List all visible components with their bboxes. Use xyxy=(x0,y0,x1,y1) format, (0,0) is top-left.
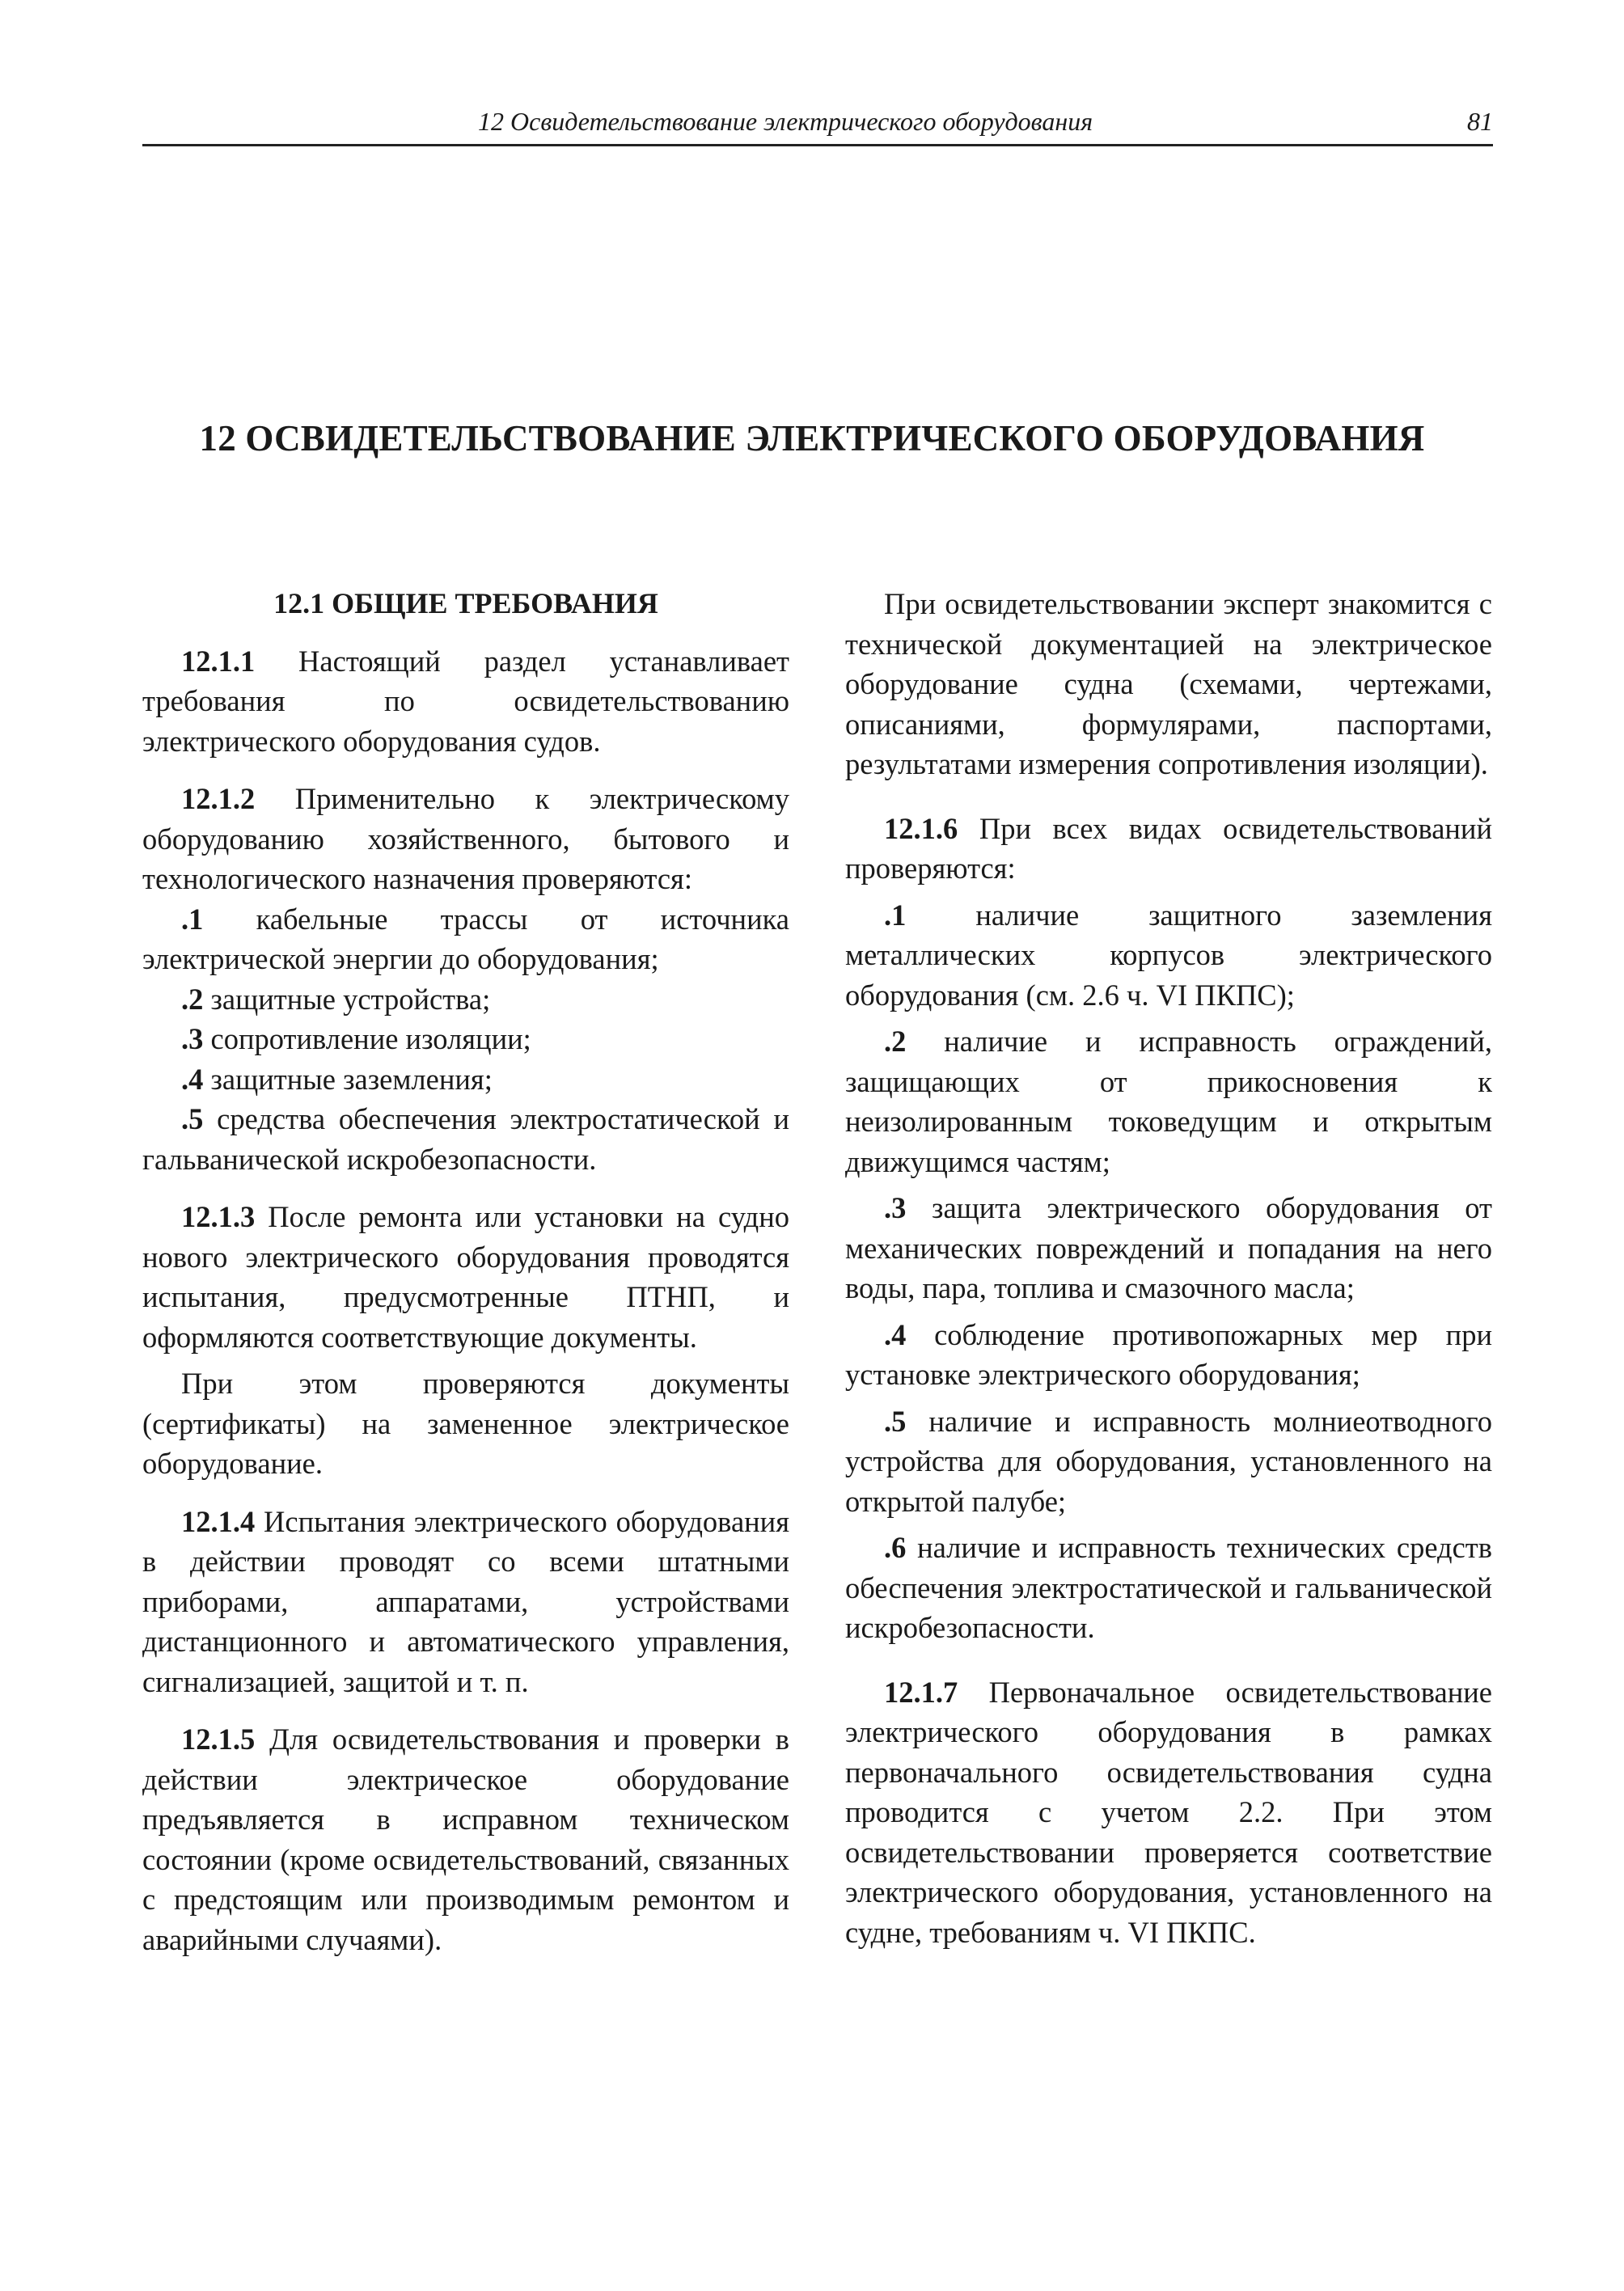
list-item xyxy=(142,1059,789,1100)
item-text: наличие и исправность технических средств обеспечения электростатической и гальванической искробезопасности. xyxy=(845,1531,1492,1644)
clause-number: 12.1.6 xyxy=(884,811,958,845)
list-item xyxy=(845,1188,1492,1308)
chapter-title: 12 ОСВИДЕТЕЛЬСТВОВАНИЕ ЭЛЕКТРИЧЕСКОГО ОБОРУДОВАНИЯ xyxy=(199,418,1425,459)
paragraph-text: Применительно к электрическому оборудованию хозяйственного, бытового и технологического назначения проверяются: xyxy=(142,782,789,895)
clause-number: 12.1.1 xyxy=(181,644,256,678)
paragraph-text: При всех видах освидетельствований проверяются: xyxy=(845,811,1492,885)
item-text: соблюдение противопожарных мер при установке электрического оборудования; xyxy=(845,1317,1492,1391)
item-number: .1 xyxy=(181,902,204,936)
list-item xyxy=(142,899,789,979)
clause-number: 12.1.7 xyxy=(884,1675,958,1709)
paragraph-12-1-7 xyxy=(845,1672,1492,1953)
item-number: .4 xyxy=(884,1317,907,1351)
item-text: наличие и исправность молниеотводного устройства для оборудования, установленного на открытой палубе; xyxy=(845,1404,1492,1518)
list-item xyxy=(845,1315,1492,1395)
item-text: защита электрического оборудования от механических повреждений и попадания на него воды, пара, топлива и смазочного масла; xyxy=(845,1191,1492,1304)
paragraph-12-1-5 xyxy=(142,1719,789,1959)
list-item xyxy=(845,1021,1492,1181)
paragraph-12-1-3 xyxy=(142,1197,789,1357)
item-number: .3 xyxy=(884,1191,907,1224)
paragraph-12-1-2 xyxy=(142,779,789,899)
list-item xyxy=(142,1019,789,1059)
paragraph-text: Первоначальное освидетельствование электрического оборудования в рамках первоначального освидетельствования судна проводится с учетом 2.2. При этом освидетельствовании проверяется соответствие электрического оборудования, установленного на судне, требованиям ч. VI ПКПС. xyxy=(845,1675,1492,1949)
paragraph-12-1-3-continued: При этом проверяются документы (сертификаты) на замененное электрическое оборудование. xyxy=(142,1367,789,1480)
left-column xyxy=(142,584,789,1959)
clause-number: 12.1.4 xyxy=(181,1504,256,1538)
list-item xyxy=(142,979,789,1020)
item-number: .4 xyxy=(181,1062,204,1096)
item-text: наличие и исправность ограждений, защищающих от прикосновения к неизолированным токоведущим и открытым движущимся частям; xyxy=(845,1025,1492,1178)
item-text: защитные заземления; xyxy=(203,1062,493,1096)
page-number: 81 xyxy=(1467,107,1493,136)
paragraph-text: Испытания электрического оборудования в действии проводят со всеми штатными приборами, аппаратами, устройствами дистанционного и автоматического управления, сигнализацией, защитой и т. п. xyxy=(142,1504,789,1698)
list-item xyxy=(845,895,1492,1016)
list-item xyxy=(845,1528,1492,1648)
section-title: 12.1 ОБЩИЕ ТРЕБОВАНИЯ xyxy=(273,587,658,619)
item-text: кабельные трассы от источника электрической энергии до оборудования; xyxy=(142,902,789,975)
item-text: защитные устройства; xyxy=(203,982,491,1016)
paragraph-text: Для освидетельствования и проверки в действии электрическое оборудование предъявляется в исправном техническом состоянии (кроме освидетельствований, связанных с предстоящим или производимым ремонтом и аварийными случаями). xyxy=(142,1722,789,1956)
clause-number: 12.1.2 xyxy=(181,782,256,815)
list-item xyxy=(142,1099,789,1179)
item-text: средства обеспечения электростатической и гальванической искробезопасности. xyxy=(142,1102,789,1176)
item-number: .1 xyxy=(884,898,907,932)
item-number: .5 xyxy=(181,1102,204,1135)
item-number: .2 xyxy=(181,982,204,1016)
paragraph-12-1-1 xyxy=(142,641,789,762)
running-title: 12 Освидетельствование электрического оборудования xyxy=(478,107,1093,136)
clause-number: 12.1.3 xyxy=(181,1200,256,1233)
item-number: .6 xyxy=(884,1531,907,1564)
item-text: сопротивление изоляции; xyxy=(203,1022,531,1055)
list-item xyxy=(845,1401,1492,1522)
item-text: наличие защитного заземления металлических корпусов электрического оборудования (см. 2.6 ч. VI ПКПС); xyxy=(845,898,1492,1012)
item-number: .5 xyxy=(884,1404,907,1438)
item-number: .3 xyxy=(181,1022,204,1055)
paragraph-12-1-5-continued: При освидетельствовании эксперт знакомится с технической документацией на электрическое оборудование судна (схемами, чертежами, описаниями, формулярами, паспортами, результатами измерения сопротивления изоляции). xyxy=(845,587,1492,780)
paragraph-12-1-4 xyxy=(142,1502,789,1702)
item-number: .2 xyxy=(884,1025,907,1058)
clause-number: 12.1.5 xyxy=(181,1722,256,1756)
paragraph-text: Настоящий раздел устанавливает требования по освидетельствованию электрического оборудования судов. xyxy=(142,644,789,758)
right-column xyxy=(845,584,1492,1952)
running-header xyxy=(142,102,1493,146)
paragraph-text: После ремонта или установки на судно нового электрического оборудования проводятся испытания, предусмотренные ПТНП, и оформляются соответствующие документы. xyxy=(142,1200,789,1354)
paragraph-12-1-6 xyxy=(845,809,1492,889)
